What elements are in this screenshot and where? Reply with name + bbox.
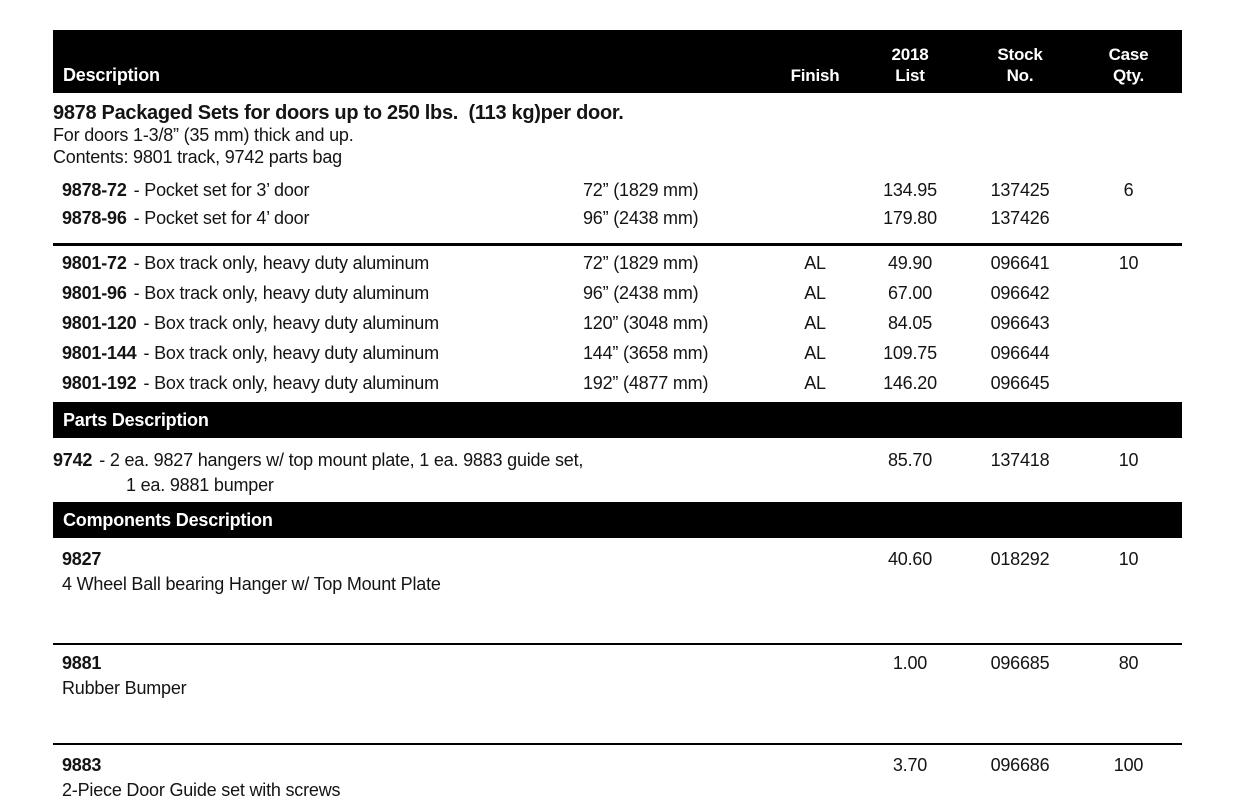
part-description: - Pocket set for 4’ door bbox=[133, 207, 310, 228]
dimension: 96” (2438 mm) bbox=[583, 282, 699, 303]
product-row-9801-192 bbox=[53, 368, 1182, 398]
list-price: 84.05 bbox=[887, 312, 933, 333]
col-header-finish: Finish bbox=[790, 66, 840, 85]
product-row-9801-72 bbox=[53, 248, 1182, 278]
list-price: 67.00 bbox=[887, 282, 933, 303]
case-qty: 80 bbox=[1118, 653, 1139, 673]
product-row-9878-72 bbox=[53, 176, 1182, 204]
case-qty: 10 bbox=[1118, 549, 1139, 569]
price-table bbox=[53, 0, 1182, 812]
component-subtitle: 4 Wheel Ball bearing Hanger w/ Top Mount Plate bbox=[62, 574, 441, 594]
component-subtitle: Rubber Bumper bbox=[62, 678, 187, 698]
stock-number: 096685 bbox=[990, 653, 1050, 673]
col-header-stock-no bbox=[965, 44, 1075, 86]
dimension: 72” (1829 mm) bbox=[583, 179, 699, 200]
component-subtitle: 2-Piece Door Guide set with screws bbox=[62, 780, 341, 800]
col-header-stock-no-line1: Stock bbox=[997, 45, 1043, 64]
dimension: 120” (3048 mm) bbox=[583, 312, 709, 333]
section-bar-parts: Parts Description bbox=[53, 402, 1182, 438]
stock-number: 096645 bbox=[990, 372, 1050, 393]
dimension: 96” (2438 mm) bbox=[583, 207, 699, 228]
list-price: 134.95 bbox=[883, 179, 937, 200]
part-description: - Pocket set for 3’ door bbox=[133, 179, 310, 200]
part-number: 9883 bbox=[62, 755, 102, 775]
list-price: 1.00 bbox=[892, 653, 928, 673]
stock-number: 018292 bbox=[990, 549, 1050, 569]
product-row-9801-144 bbox=[53, 338, 1182, 368]
part-description-line2: 1 ea. 9881 bumper bbox=[126, 475, 274, 495]
part-number: 9742 bbox=[53, 450, 93, 470]
product-row-9801-96 bbox=[53, 278, 1182, 308]
product-row-9801-120 bbox=[53, 308, 1182, 338]
part-number: 9881 bbox=[62, 653, 102, 673]
group-heading-note1: For doors 1-3/8” (35 mm) thick and up. bbox=[53, 125, 354, 145]
part-number: 9801-96 bbox=[62, 282, 127, 303]
col-header-2018-list-line2: List bbox=[895, 66, 925, 85]
box-track-rows bbox=[53, 246, 1182, 402]
list-price: 109.75 bbox=[883, 342, 937, 363]
part-number: 9827 bbox=[62, 549, 102, 569]
part-number: 9878-72 bbox=[62, 179, 127, 200]
part-description: - Box track only, heavy duty aluminum bbox=[143, 312, 439, 333]
col-header-2018-list bbox=[855, 44, 965, 86]
part-description: - 2 ea. 9827 hangers w/ top mount plate, 1 ea. 9883 guide set, bbox=[99, 450, 584, 470]
dimension: 72” (1829 mm) bbox=[583, 252, 699, 273]
component-row-9883 bbox=[53, 745, 1182, 812]
group-heading-title: 9878 Packaged Sets for doors up to 250 lbs. (113 kg)per door. bbox=[53, 102, 624, 124]
finish-value: AL bbox=[804, 282, 826, 303]
packaged-set-rows bbox=[53, 168, 1182, 243]
stock-number: 137425 bbox=[990, 179, 1050, 200]
component-row-9827 bbox=[53, 538, 1182, 643]
stock-number: 096686 bbox=[990, 755, 1050, 775]
dimension: 192” (4877 mm) bbox=[583, 372, 709, 393]
component-row-9881 bbox=[53, 645, 1182, 743]
stock-number: 096643 bbox=[990, 312, 1050, 333]
dimension: 144” (3658 mm) bbox=[583, 342, 709, 363]
part-description: - Box track only, heavy duty aluminum bbox=[133, 252, 430, 273]
product-row-9878-96 bbox=[53, 204, 1182, 232]
stock-number: 137426 bbox=[990, 207, 1050, 228]
part-description: - Box track only, heavy duty aluminum bbox=[143, 342, 439, 363]
table-header bbox=[53, 30, 1182, 93]
section-bar-components: Components Description bbox=[53, 502, 1182, 538]
col-header-case-qty bbox=[1075, 44, 1182, 86]
case-qty: 10 bbox=[1118, 450, 1139, 470]
case-qty: 10 bbox=[1118, 252, 1139, 273]
finish-value: AL bbox=[804, 372, 826, 393]
col-header-2018-list-line1: 2018 bbox=[891, 45, 929, 64]
list-price: 85.70 bbox=[887, 450, 933, 470]
stock-number: 096644 bbox=[990, 342, 1050, 363]
list-price: 146.20 bbox=[883, 372, 937, 393]
col-header-description: Description bbox=[63, 65, 160, 85]
col-header-case-qty-line2: Qty. bbox=[1112, 66, 1144, 85]
stock-number: 096641 bbox=[990, 252, 1050, 273]
list-price: 40.60 bbox=[887, 549, 933, 569]
case-qty: 100 bbox=[1113, 755, 1144, 775]
part-description: - Box track only, heavy duty aluminum bbox=[143, 372, 439, 393]
case-qty: 6 bbox=[1123, 179, 1134, 200]
list-price: 49.90 bbox=[887, 252, 933, 273]
group-heading bbox=[53, 93, 1182, 168]
finish-value: AL bbox=[804, 312, 826, 333]
top-margin bbox=[53, 0, 1182, 30]
finish-value: AL bbox=[804, 342, 826, 363]
list-price: 179.80 bbox=[883, 207, 937, 228]
parts-row-9742 bbox=[53, 438, 1182, 502]
group-heading-note2: Contents: 9801 track, 9742 parts bag bbox=[53, 147, 342, 167]
part-number: 9801-72 bbox=[62, 252, 127, 273]
stock-number: 096642 bbox=[990, 282, 1050, 303]
part-description: - Box track only, heavy duty aluminum bbox=[133, 282, 430, 303]
finish-value: AL bbox=[804, 252, 826, 273]
list-price: 3.70 bbox=[892, 755, 928, 775]
stock-number: 137418 bbox=[990, 450, 1050, 470]
part-number: 9801-192 bbox=[62, 372, 137, 393]
part-number: 9878-96 bbox=[62, 207, 127, 228]
col-header-stock-no-line2: No. bbox=[1006, 66, 1034, 85]
part-number: 9801-120 bbox=[62, 312, 137, 333]
part-number: 9801-144 bbox=[62, 342, 137, 363]
col-header-case-qty-line1: Case bbox=[1108, 45, 1149, 64]
